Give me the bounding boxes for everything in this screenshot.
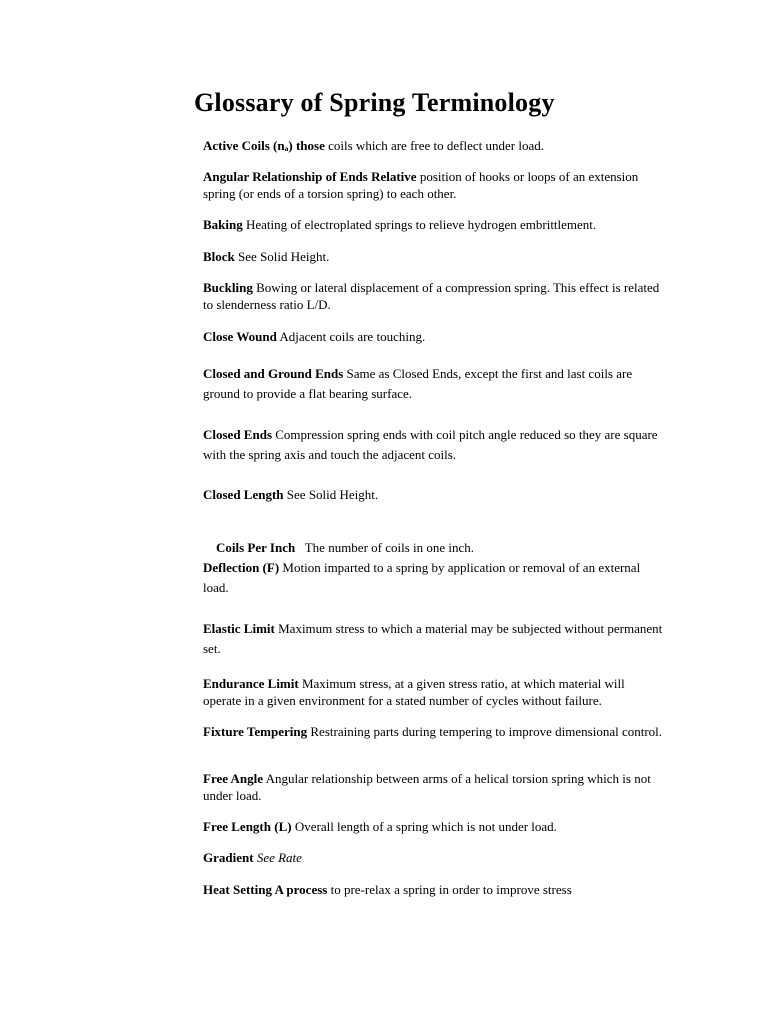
glossary-entry (203, 723, 663, 740)
glossary-entry (203, 818, 663, 835)
glossary-term: Block (203, 249, 235, 264)
glossary-definition: See Solid Height. (283, 487, 379, 502)
glossary-entry (203, 619, 663, 659)
glossary-term: Gradient (203, 850, 254, 865)
glossary-entry (203, 881, 663, 898)
glossary-entry (203, 137, 663, 154)
glossary-definition: Motion imparted to a spring by application or removal of an external load. (203, 560, 641, 595)
glossary-term: Deflection (F) (203, 560, 280, 575)
glossary-definition: Angular relationship between arms of a helical torsion spring which is not under load. (203, 771, 651, 803)
glossary-term: Coils Per Inch (216, 540, 296, 555)
glossary-term: Close Wound (203, 329, 277, 344)
glossary-definition: Maximum stress, at a given stress ratio, at which material will operate in a given environment for a stated number of cycles without failure. (203, 676, 625, 708)
glossary-entry (203, 849, 663, 866)
glossary-definition: to pre-relax a spring in order to improve stress (327, 882, 572, 897)
glossary-entry (203, 168, 663, 202)
glossary-definition: Compression spring ends with coil pitch angle reduced so they are square with the spring axis and touch the adjacent coils. (203, 427, 658, 462)
glossary-definition: position of hooks or loops of an extension spring (or ends of a torsion spring) to each other. (203, 169, 639, 201)
glossary-entry (203, 328, 663, 345)
glossary-term: Closed Ends (203, 427, 272, 442)
glossary-entry (203, 486, 663, 503)
page-title: Glossary of Spring Terminology (194, 88, 555, 117)
glossary-definition: Overall length of a spring which is not under load. (291, 819, 557, 834)
glossary-term: Elastic Limit (203, 621, 275, 636)
glossary-term: Closed and Ground Ends (203, 366, 344, 381)
glossary-entry (203, 425, 663, 465)
glossary-definition: The number of coils in one inch. (295, 540, 475, 555)
glossary-definition: Restraining parts during tempering to improve dimensional control. (307, 724, 663, 739)
glossary-term: Closed Length (203, 487, 284, 502)
glossary-term: Buckling (203, 280, 253, 295)
glossary-entry (203, 558, 663, 598)
glossary-definition: Maximum stress to which a material may be subjected without permanent set. (203, 621, 663, 656)
glossary-entry (203, 279, 663, 313)
glossary-definition: coils which are free to deflect under load. (324, 138, 544, 153)
glossary-definition: Bowing or lateral displacement of a compression spring. This effect is related to slenderness ratio L/D. (203, 280, 660, 312)
glossary-definition: See Solid Height. (234, 249, 330, 264)
glossary-term: Angular Relationship of Ends Relative (203, 169, 417, 184)
glossary-entry (203, 770, 663, 804)
glossary-entry (203, 248, 663, 265)
glossary-entry (203, 364, 663, 404)
glossary-term: Endurance Limit (203, 676, 299, 691)
glossary-entry (203, 675, 663, 709)
glossary-term: Heat Setting A process (203, 882, 328, 897)
glossary-term: Fixture Tempering (203, 724, 308, 739)
glossary-term: Active Coils (nₐ) those (203, 138, 325, 153)
glossary-term: Free Angle (203, 771, 264, 786)
glossary-definition: Same as Closed Ends, except the first and last coils are ground to provide a flat bearing surface. (203, 366, 633, 401)
glossary-definition: Heating of electroplated springs to relieve hydrogen embrittlement. (242, 217, 597, 232)
glossary-term: Baking (203, 217, 243, 232)
glossary-term: Free Length (L) (203, 819, 292, 834)
glossary-entry (203, 216, 663, 233)
glossary-definition: See Rate (253, 850, 302, 865)
glossary-definition: Adjacent coils are touching. (276, 329, 426, 344)
